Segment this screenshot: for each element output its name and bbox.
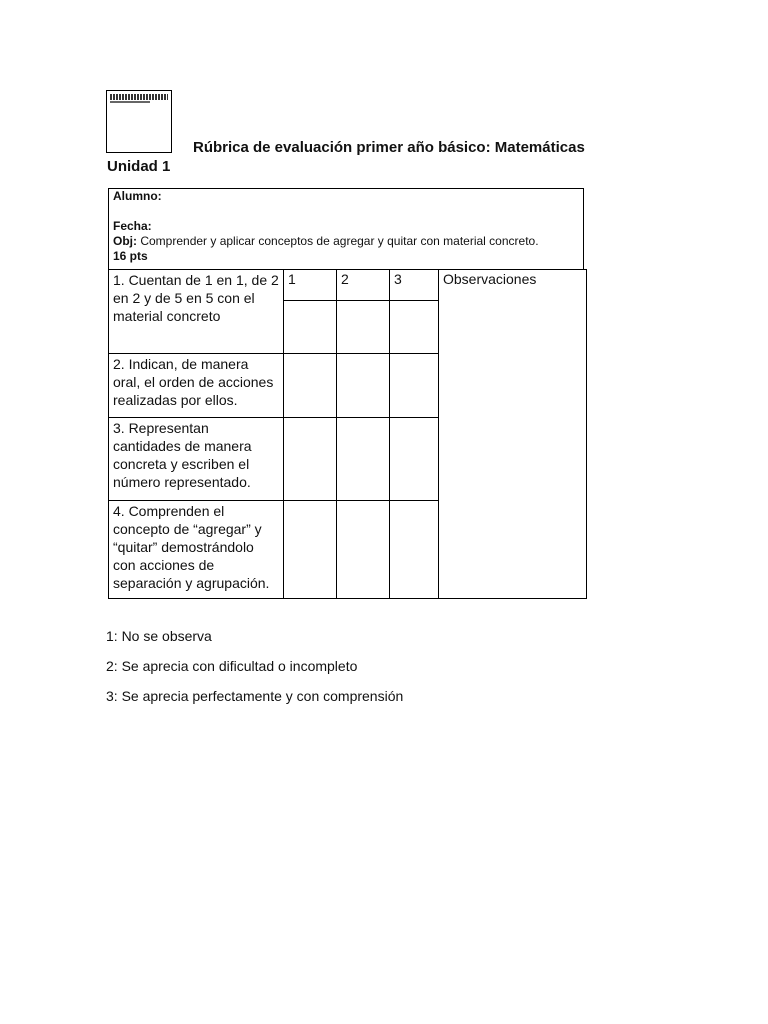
score-cell (337, 500, 390, 598)
legend-item: 1: No se observa (106, 628, 212, 644)
criterion-cell: 4. Comprenden el concepto de “agregar” y “quitar” demostrándolo con acciones de separación y agrupación. (109, 500, 284, 598)
points-label: 16 pts (113, 249, 148, 263)
score-cell (337, 418, 390, 500)
score-cell (284, 418, 337, 500)
score-cell (390, 301, 439, 354)
rubric-table (108, 269, 587, 599)
score-header-2: 2 (337, 270, 390, 301)
criterion-cell: 3. Representan cantidades de manera concreta y escriben el número representado. (109, 418, 284, 500)
document-title: Rúbrica de evaluación primer año básico: Matemáticas (193, 139, 585, 156)
criterion-cell: 1. Cuentan de 1 en 1, de 2 en 2 y de 5 en 5 con el material concreto (109, 270, 284, 354)
objective-text: Comprender y aplicar conceptos de agregar y quitar con material concreto. (137, 234, 539, 248)
blank-line (113, 204, 579, 219)
legend-item: 3: Se aprecia perfectamente y con comprensión (106, 688, 404, 704)
score-cell (390, 354, 439, 418)
legend-item: 2: Se aprecia con dificultad o incompleto (106, 658, 358, 674)
unit-heading: Unidad 1 (107, 158, 171, 175)
objective-label: Obj: (113, 234, 137, 248)
date-label: Fecha: (113, 219, 152, 233)
student-info-box (108, 188, 584, 270)
score-cell (390, 500, 439, 598)
student-label: Alumno: (113, 189, 162, 203)
score-cell (284, 500, 337, 598)
logo-scribble-line (110, 101, 150, 103)
school-logo-placeholder (106, 90, 172, 153)
score-cell (390, 418, 439, 500)
score-cell (284, 301, 337, 354)
criterion-cell: 2. Indican, de manera oral, el orden de acciones realizadas por ellos. (109, 354, 284, 418)
observations-cell: Observaciones (439, 270, 587, 599)
logo-scribble (110, 94, 168, 100)
score-header-1: 1 (284, 270, 337, 301)
table-row (109, 270, 587, 301)
score-cell (337, 301, 390, 354)
score-cell (337, 354, 390, 418)
score-header-3: 3 (390, 270, 439, 301)
score-cell (284, 354, 337, 418)
